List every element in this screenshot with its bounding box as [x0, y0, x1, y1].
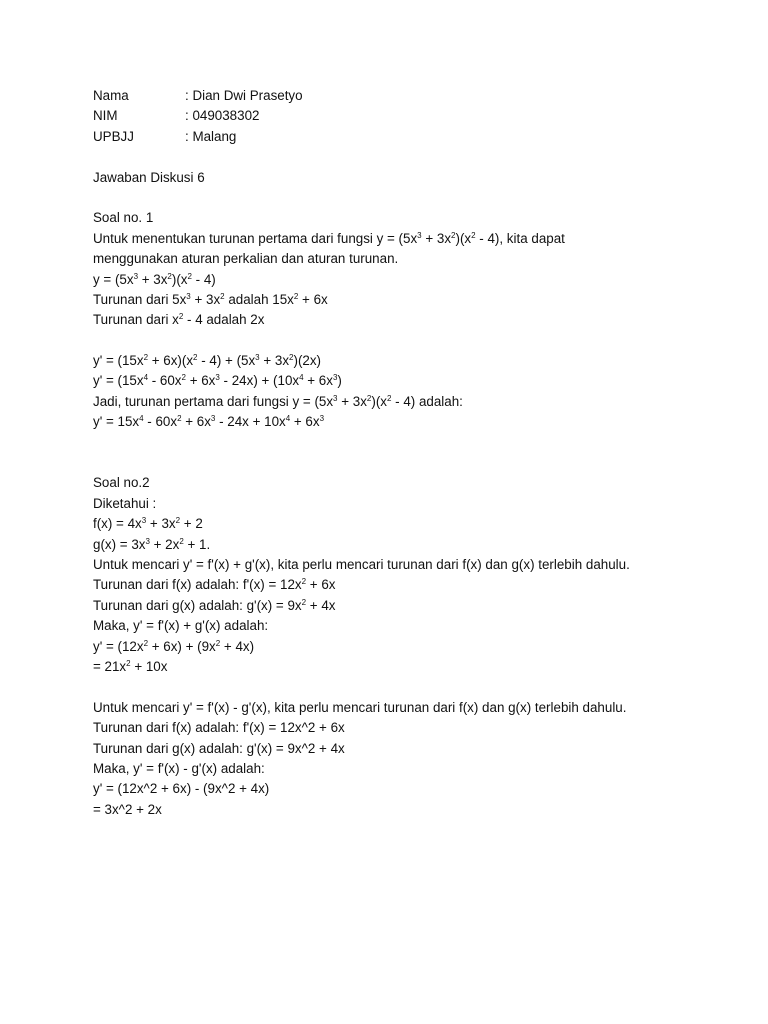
- text-segment: + 6x: [181, 414, 211, 430]
- exponent: 2: [167, 271, 172, 281]
- identity-row-nim: [93, 106, 743, 126]
- text-segment: + 3x: [259, 353, 290, 369]
- identity-label: UPBJJ: [93, 128, 134, 144]
- exponent: 2: [177, 414, 182, 424]
- text-segment: Turunan dari f(x) adalah: f'(x) = 12x: [93, 577, 302, 593]
- soal-2-diff-intro: Untuk mencari y' = f'(x) - g'(x), kita perlu mencari turunan dari f(x) dan g(x) terlebih dahulu.: [93, 699, 627, 715]
- exponent: 3: [215, 373, 220, 383]
- soal-2-sum-intro: Untuk mencari y' = f'(x) + g'(x), kita perlu mencari turunan dari f(x) dan g(x) terlebih dahulu.: [93, 557, 630, 572]
- text-segment: + 2: [180, 516, 203, 532]
- exponent: 2: [181, 373, 186, 383]
- text-segment: + 10x: [130, 658, 168, 674]
- soal-1-intro-line-1: [93, 229, 743, 249]
- identity-row-upbjj: [93, 127, 743, 147]
- text-segment: + 4x: [306, 597, 336, 613]
- soal-1-function: [93, 270, 743, 290]
- text-segment: + 3x: [190, 291, 221, 307]
- text-segment: )(x: [455, 230, 472, 246]
- exponent: 3: [333, 393, 338, 403]
- exponent: 3: [332, 373, 338, 383]
- exponent: 2: [193, 353, 198, 363]
- exponent: 2: [289, 353, 294, 363]
- text-segment: - 4), kita dapat: [475, 230, 565, 246]
- identity-value: : 049038302: [185, 108, 260, 124]
- document-body: [93, 86, 743, 820]
- identity-block: [93, 86, 743, 147]
- soal-2-f-definition: [93, 514, 743, 534]
- soal-1-conclusion: [93, 392, 743, 412]
- text-segment: y' = (12x: [93, 638, 144, 654]
- text-segment: + 3x: [337, 393, 367, 409]
- soal-2-given-label: Diketahui :: [93, 495, 157, 511]
- exponent: 2: [178, 312, 184, 322]
- exponent: 3: [255, 353, 260, 363]
- soal-2-diff-result: = 3x^2 + 2x: [93, 801, 162, 817]
- exponent: 2: [220, 291, 225, 301]
- text-segment: ): [337, 373, 342, 389]
- text-segment: + 3x: [138, 271, 168, 287]
- text-segment: + 6x: [298, 291, 328, 307]
- exponent: 2: [451, 230, 456, 240]
- text-segment: - 4): [191, 271, 216, 287]
- exponent: 4: [285, 414, 291, 424]
- soal-2-diff-g-derivative: Turunan dari g(x) adalah: g'(x) = 9x^2 + 4x: [93, 740, 345, 756]
- soal-2-sum-step: [93, 637, 743, 657]
- text-segment: adalah 15x: [224, 291, 294, 307]
- identity-label: NIM: [93, 108, 118, 124]
- exponent: 2: [471, 230, 476, 240]
- exponent: 2: [143, 638, 149, 648]
- document-heading: Jawaban Diskusi 6: [93, 169, 205, 185]
- exponent: 3: [210, 414, 216, 424]
- exponent: 4: [299, 373, 304, 383]
- exponent: 2: [126, 658, 131, 668]
- soal-1-result: [93, 412, 743, 432]
- text-segment: f(x) = 4x: [93, 516, 142, 532]
- exponent: 3: [186, 291, 191, 301]
- text-segment: g(x) = 3x: [93, 536, 146, 552]
- exponent: 2: [366, 393, 372, 403]
- soal-1-product-rule-step: [93, 351, 743, 371]
- identity-label: Nama: [93, 88, 129, 103]
- text-segment: Turunan dari g(x) adalah: g'(x) = 9x: [93, 597, 302, 613]
- exponent: 4: [139, 414, 144, 424]
- soal-1-intro-line-2: menggunakan aturan perkalian dan aturan turunan.: [93, 251, 399, 267]
- soal-1-derivative-second-factor: [93, 310, 743, 330]
- text-segment: - 24x + 10x: [215, 414, 286, 430]
- soal-2-title: Soal no.2: [93, 475, 150, 491]
- exponent: 2: [301, 597, 307, 607]
- exponent: 2: [143, 353, 149, 363]
- soal-1-section: [93, 208, 743, 432]
- text-segment: y = (5x: [93, 271, 134, 287]
- text-segment: Turunan dari x: [93, 312, 179, 328]
- exponent: 2: [386, 393, 392, 403]
- exponent: 2: [179, 536, 184, 546]
- text-segment: Turunan dari 5x: [93, 291, 187, 307]
- text-segment: y' = (15x: [93, 373, 144, 389]
- exponent: 3: [145, 536, 150, 546]
- text-segment: = 21x: [93, 658, 127, 674]
- text-segment: + 6x) + (9x: [148, 638, 216, 654]
- exponent: 4: [143, 373, 149, 383]
- exponent: 3: [141, 516, 147, 526]
- soal-1-title: Soal no. 1: [93, 210, 154, 226]
- soal-2-section: [93, 473, 743, 820]
- text-segment: + 2x: [149, 536, 180, 552]
- soal-2-diff-maka: Maka, y' = f'(x) - g'(x) adalah:: [93, 760, 265, 776]
- text-segment: + 6x)(x: [148, 353, 194, 369]
- text-segment: )(x: [371, 393, 387, 409]
- exponent: 2: [215, 638, 221, 648]
- exponent: 3: [133, 271, 139, 281]
- text-segment: + 4x): [220, 638, 255, 654]
- soal-1-derivative-first-factor: [93, 290, 743, 310]
- text-segment: Jadi, turunan pertama dari fungsi y = (5x: [93, 393, 334, 409]
- text-segment: )(x: [171, 271, 188, 287]
- text-segment: y' = 15x: [93, 414, 140, 430]
- text-segment: - 60x: [143, 414, 178, 430]
- soal-1-expanded-step: [93, 371, 743, 391]
- text-segment: + 3x: [421, 230, 452, 246]
- soal-2-diff-f-derivative: Turunan dari f(x) adalah: f'(x) = 12x^2 + 6x: [93, 720, 345, 736]
- text-segment: )(2x): [293, 353, 322, 369]
- text-segment: + 6x: [306, 577, 336, 593]
- exponent: 2: [301, 577, 307, 587]
- soal-2-sum-maka: Maka, y' = f'(x) + g'(x) adalah:: [93, 618, 269, 634]
- exponent: 2: [293, 291, 299, 301]
- soal-2-sum-g-derivative: [93, 596, 743, 616]
- soal-2-sum-f-derivative: [93, 575, 743, 595]
- text-segment: - 4) adalah:: [391, 393, 463, 409]
- identity-value: : Malang: [185, 128, 237, 144]
- soal-2-sum-result: [93, 657, 743, 677]
- text-segment: + 6x: [303, 373, 333, 389]
- text-segment: - 4 adalah 2x: [183, 312, 265, 328]
- identity-value: : Dian Dwi Prasetyo: [185, 88, 303, 103]
- exponent: 2: [187, 271, 192, 281]
- text-segment: + 1.: [183, 536, 211, 552]
- text-segment: - 24x) + (10x: [219, 373, 300, 389]
- exponent: 2: [175, 516, 181, 526]
- soal-2-diff-step: y' = (12x^2 + 6x) - (9x^2 + 4x): [93, 781, 270, 797]
- exponent: 3: [319, 414, 325, 424]
- soal-2-g-definition: [93, 535, 743, 555]
- text-segment: Untuk menentukan turunan pertama dari fungsi y = (5x: [93, 230, 418, 246]
- text-segment: - 60x: [148, 373, 182, 389]
- text-segment: + 6x: [185, 373, 216, 389]
- text-segment: - 4) + (5x: [197, 353, 256, 369]
- text-segment: + 3x: [146, 516, 176, 532]
- exponent: 3: [417, 230, 422, 240]
- identity-row-nama: [93, 86, 743, 106]
- text-segment: y' = (15x: [93, 353, 144, 369]
- text-segment: + 6x: [290, 414, 320, 430]
